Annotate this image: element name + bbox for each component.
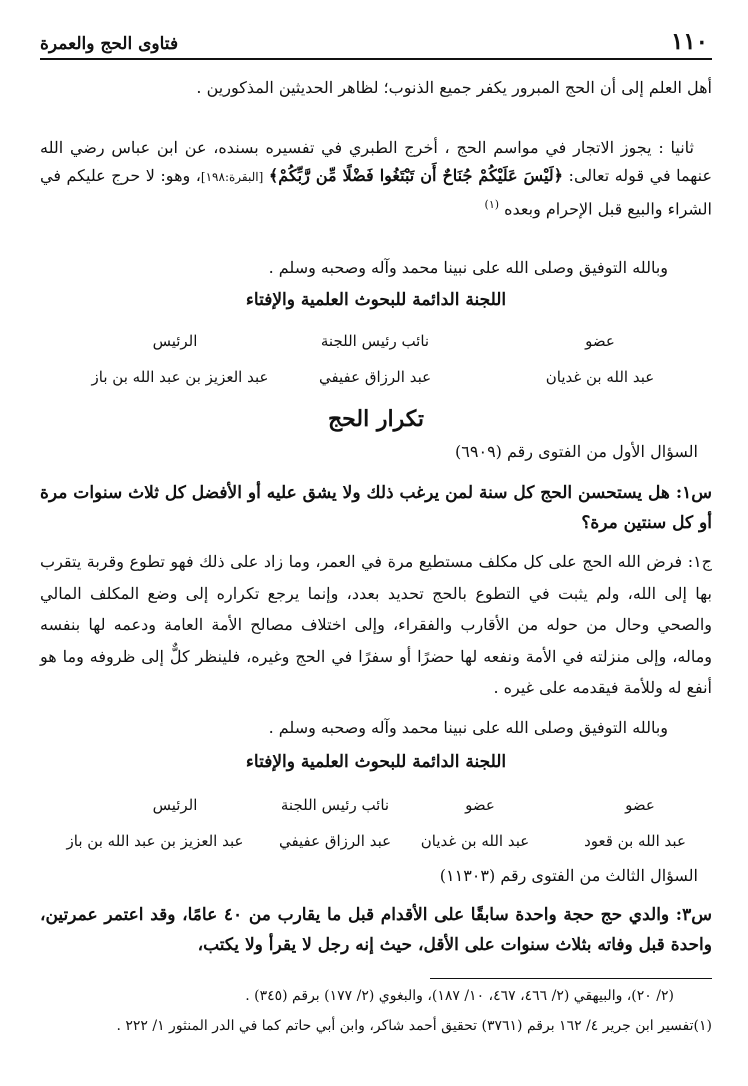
footnote-continued: (٢/ ٢٠)، والبيهقي (٢/ ٤٦٦، ٤٦٧، ١٠/ ١٨٧)، والبغوي (٢/ ١٧٧) برقم (٣٤٥) .	[245, 988, 674, 1004]
quran-source: [البقرة:١٩٨]	[200, 170, 264, 184]
question3-label: السؤال الثالث من الفتوى رقم (١١٣٠٣)	[439, 866, 698, 885]
signature-role-chairman: الرئيس	[152, 332, 198, 350]
signature-name-chairman: عبد العزيز بن عبد الله بن باز	[91, 368, 269, 386]
book-page	[40, 28, 712, 1068]
signature-name-member-3: عبد الله بن قعود	[584, 832, 686, 850]
signature-name-member-2: عبد الله بن غديان	[420, 832, 530, 850]
closing-prayer-2: وبالله التوفيق وصلى الله على نبينا محمد وآله وصحبه وسلم .	[268, 718, 668, 737]
second-point-intro: ثانيا : يجوز الاتجار في مواسم الحج ، أخرج الطبري في تفسيره بسنده، عن ابن عباس رضي الله عنهما في قوله تعالى:	[40, 138, 712, 185]
footnote-1: (١)تفسير ابن جرير ٤/ ١٦٢ برقم (٣٧٦١) تحقيق أحمد شاكر، وابن أبي حاتم كما في الدر المنثور ١/ ٢٢٢ .	[116, 1018, 712, 1034]
footnote-marker: (١)	[484, 198, 500, 211]
page-header	[40, 28, 712, 60]
closing-prayer: وبالله التوفيق وصلى الله على نبينا محمد وآله وصحبه وسلم .	[268, 258, 668, 277]
signature-name-chairman-2: عبد العزيز بن عبد الله بن باز	[66, 832, 244, 850]
signature-role-chairman-2: الرئيس	[152, 796, 198, 814]
book-title: فتاوى الحج والعمرة	[40, 34, 179, 54]
section-heading: تكرار الحج	[327, 406, 425, 432]
signature-role-member: عضو	[585, 332, 615, 350]
footnote-separator	[430, 978, 712, 979]
quran-verse: ﴿لَيْسَ عَلَيْكُمْ جُنَاحٌ أَن تَبْتَغُوا فَضْلًا مِّن رَّبِّكُمْ﴾	[268, 166, 564, 185]
second-point-explanation: ، وهو: لا حرج عليكم في الشراء والبيع قبل الإحرام وبعده	[40, 166, 712, 219]
signature-name-member: عبد الله بن غديان	[545, 368, 655, 386]
signature-role-member-3: عضو	[625, 796, 655, 814]
signature-name-deputy-2: عبد الرزاق عفيفي	[278, 832, 392, 850]
committee-title: اللجنة الدائمة للبحوث العلمية والإفتاء	[245, 290, 507, 310]
question1-label: السؤال الأول من الفتوى رقم (٦٩٠٩)	[455, 442, 698, 461]
signature-role-member-2: عضو	[465, 796, 495, 814]
page-number: ١١٠	[670, 28, 708, 55]
answer1-text: ج١: فرض الله الحج على كل مكلف مستطيع مرة في العمر، وما زاد على ذلك فهو تطوع وقربة يتقرب بها إلى الله، ولم يثبت في التطوع بالحج تحديد بعدد، وإنما يرجع تكراره إلى وضع المكلف المالي والصحي وحال من حوله من الأقارب والفقراء، وإلى اختلاف مصالح الأمة العامة ودعمه لها بنفسه وماله، وإلى منزلته في الأمة ونفعه لها حضرًا أو سفرًا في الحج وغيره، فلينظر كلٌّ إلى ظروفه وما هو أنفع له وللأمة فيقدمه على غيره .	[40, 552, 712, 697]
signature-name-deputy: عبد الرزاق عفيفي	[318, 368, 432, 386]
question3-text: س٣: والدي حج حجة واحدة سابقًا على الأقدام قبل ما يقارب من ٤٠ عامًا، وقد اعتمر عمرتين، واحدة قبل وفاته بثلاث سنوات على الأقل، حيث إنه رجل لا يقرأ ولا يكتب،	[40, 905, 712, 955]
paragraph-continuation: أهل العلم إلى أن الحج المبرور يكفر جميع الذنوب؛ لظاهر الحديثين المذكورين .	[196, 78, 712, 97]
question1-text: س١: هل يستحسن الحج كل سنة لمن يرغب ذلك ولا يشق عليه أو الأفضل كل ثلاث سنوات مرة أو كل سنتين مرة؟	[40, 483, 712, 533]
signature-role-deputy: نائب رئيس اللجنة	[320, 332, 430, 350]
committee-title-2: اللجنة الدائمة للبحوث العلمية والإفتاء	[245, 752, 507, 772]
signature-role-deputy-2: نائب رئيس اللجنة	[280, 796, 390, 814]
paragraph-second-point	[40, 134, 712, 223]
